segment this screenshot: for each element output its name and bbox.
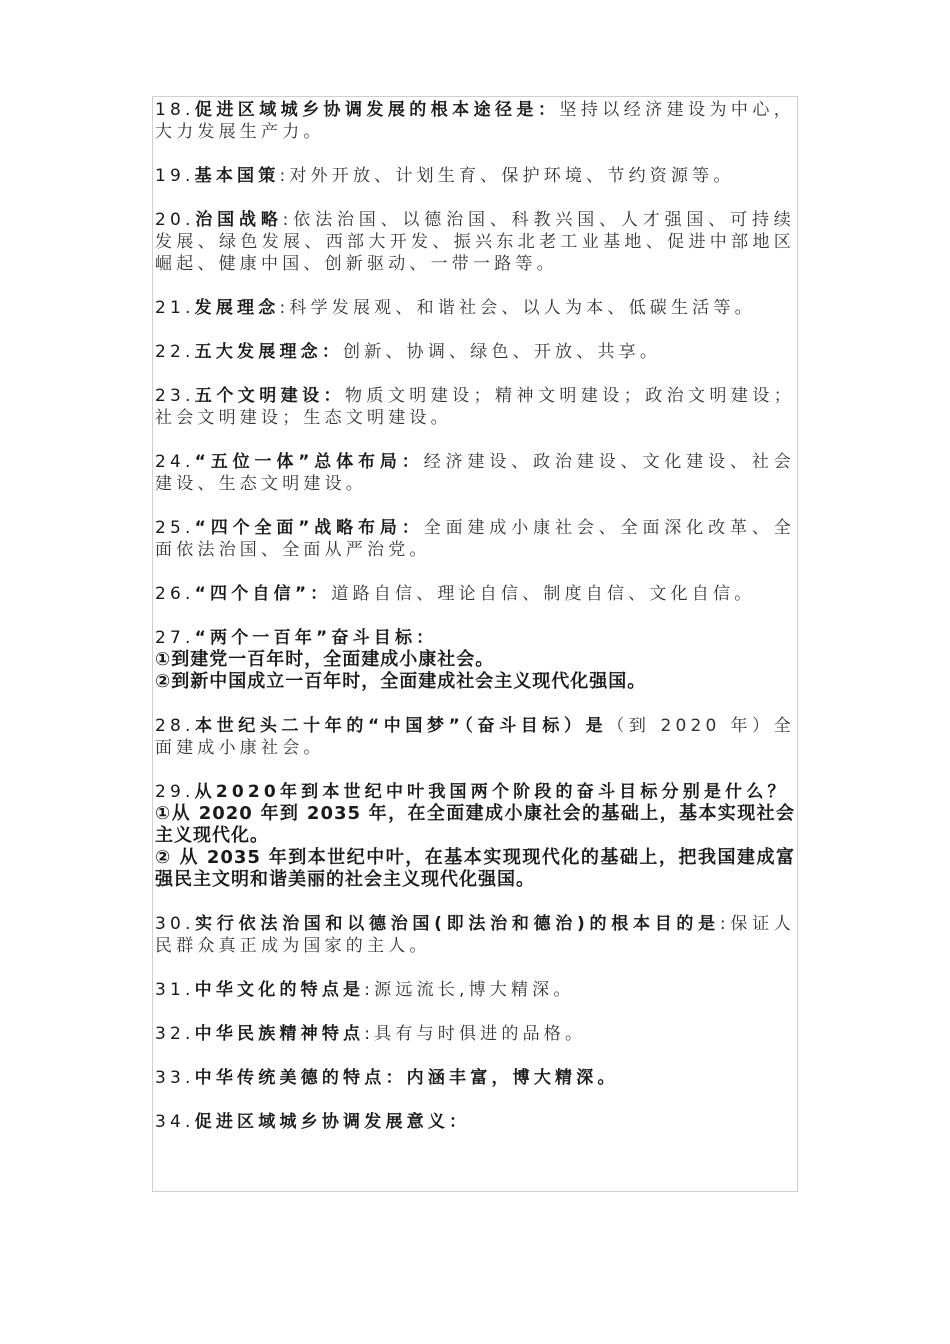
item-number: 23. <box>155 386 195 406</box>
item-32 <box>155 1023 795 1045</box>
item-heading: 五个文明建设： <box>194 386 345 406</box>
item-22 <box>155 341 795 363</box>
item-number: 21. <box>155 298 195 318</box>
item-number: 24. <box>155 452 195 472</box>
item-heading: “四个自信”： <box>194 584 332 604</box>
item-text: :依法治国、以德治国、科教兴国、人才强国、可持续发展、绿色发展、西部大开发、振兴东北老工业基地、促进中部地区崛起、健康中国、创新驱动、一带一路等。 <box>155 210 795 274</box>
item-heading: “两个一百年”奋斗目标： <box>194 628 438 648</box>
item-number: 19. <box>155 166 195 186</box>
item-27 <box>155 627 795 649</box>
item-text: :源远流长,博大精深。 <box>364 980 575 1000</box>
item-29 <box>155 781 795 803</box>
item-text: 物质文明建设；精神文明建设；政治文明建设；社会文明建设；生态文明建设。 <box>155 386 795 428</box>
item-text: 经济建设、政治建设、文化建设、社会建设、生态文明建设。 <box>155 452 795 494</box>
item-number: 26. <box>155 584 195 604</box>
item-18 <box>155 99 795 143</box>
item-30 <box>155 913 795 957</box>
sub-item: ② 从 2035 年到本世纪中叶，在基本实现现代化的基础上，把我国建成富强民主文明和谐美丽的社会主义现代化强国。 <box>155 847 795 890</box>
item-number: 22. <box>155 342 195 362</box>
item-heading: 五大发展理念： <box>194 342 344 362</box>
sub-item: ①到建党一百年时，全面建成小康社会。 <box>155 649 495 670</box>
item-heading: 治国战略 <box>194 210 283 230</box>
item-heading: 发展理念 <box>194 298 280 318</box>
item-number: 20. <box>155 210 195 230</box>
item-text: :具有与时俱进的品格。 <box>364 1024 587 1044</box>
item-31 <box>155 979 795 1001</box>
item-24 <box>155 451 795 495</box>
item-34 <box>155 1111 795 1133</box>
item-heading: 中华传统美德的特点： <box>194 1068 407 1088</box>
item-number: 28. <box>155 716 195 736</box>
item-33 <box>155 1067 795 1089</box>
item-text: 创新、协调、绿色、开放、共享。 <box>343 342 662 362</box>
sub-item: ②到新中国成立一百年时，全面建成社会主义现代化强国。 <box>155 671 647 692</box>
item-20 <box>155 209 795 275</box>
item-text: :保证人民群众真正成为国家的主人。 <box>155 914 795 956</box>
item-28 <box>155 715 795 759</box>
item-heading: 促进区域城乡协调发展意义： <box>194 1112 471 1132</box>
item-text: :对外开放、计划生育、保护环境、节约资源等。 <box>279 166 735 186</box>
item-26 <box>155 583 795 605</box>
item-heading: 实行依法治国和以德治国(即法治和德治)的根本目的是 <box>194 914 720 934</box>
document-page <box>152 96 798 1192</box>
item-25 <box>155 517 795 561</box>
item-19 <box>155 165 795 187</box>
item-heading: 从2020年到本世纪中叶我国两个阶段的奋斗目标分别是什么？ <box>194 782 789 802</box>
item-heading: “五位一体”总体布局： <box>194 452 424 472</box>
item-number: 27. <box>155 628 195 648</box>
item-number: 31. <box>155 980 195 1000</box>
sub-item: ①从 2020 年到 2035 年，在全面建成小康社会的基础上，基本实现社会主义现代化。 <box>155 803 795 846</box>
item-text: 坚持以经济建设为中心，大力发展生产力。 <box>155 100 796 142</box>
item-heading: 中华文化的特点是 <box>194 980 365 1000</box>
item-text: （到 2020 年）全面建成小康社会。 <box>155 716 795 758</box>
item-text: 内涵丰富，博大精深。 <box>406 1068 619 1088</box>
item-number: 29. <box>155 782 195 802</box>
item-number: 25. <box>155 518 195 538</box>
item-heading: 中华民族精神特点 <box>194 1024 365 1044</box>
item-number: 33. <box>155 1068 195 1088</box>
item-21 <box>155 297 795 319</box>
item-number: 34. <box>155 1112 195 1132</box>
item-heading: 基本国策 <box>194 166 280 186</box>
item-heading: 本世纪头二十年的“中国梦”（奋斗目标）是 <box>194 716 608 736</box>
item-23 <box>155 385 795 429</box>
item-number: 30. <box>155 914 195 934</box>
item-heading: 促进区域城乡协调发展的根本途径是： <box>194 100 560 120</box>
item-text: :科学发展观、和谐社会、以人为本、低碳生活等。 <box>279 298 756 318</box>
item-number: 32. <box>155 1024 195 1044</box>
item-heading: “四个全面”战略布局： <box>194 518 424 538</box>
item-text: 道路自信、理论自信、制度自信、文化自信。 <box>331 584 756 604</box>
item-text: 全面建成小康社会、全面深化改革、全面依法治国、全面从严治党。 <box>155 518 795 560</box>
item-number: 18. <box>155 100 195 120</box>
